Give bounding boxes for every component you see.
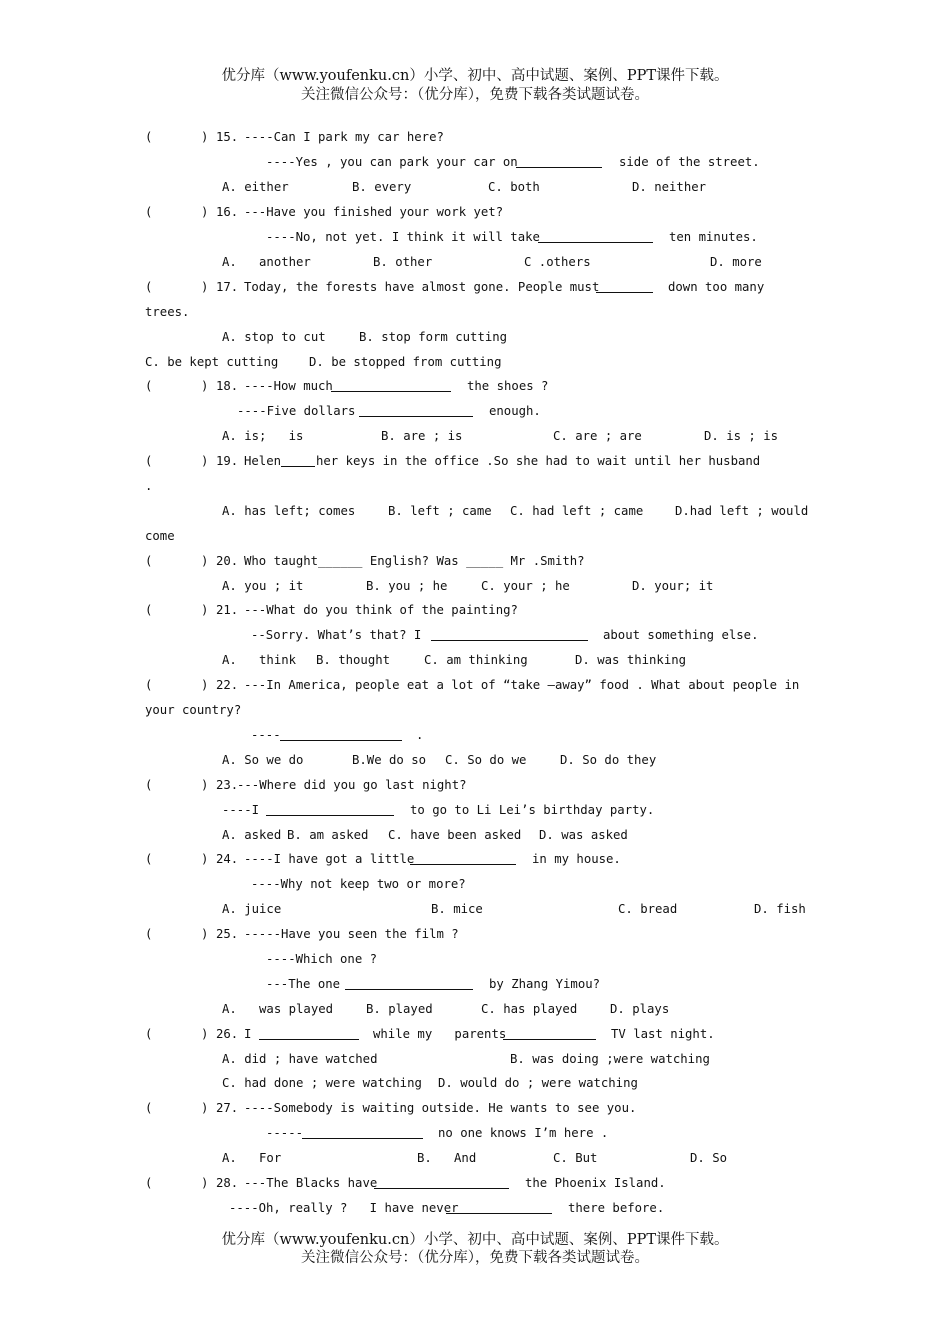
answer-paren-close: ) bbox=[201, 130, 209, 144]
answer-blank bbox=[516, 155, 602, 168]
question-stem-part-1: I bbox=[244, 1027, 252, 1041]
option-c: C .others bbox=[524, 255, 591, 269]
reply-part-2: side of the street. bbox=[619, 155, 760, 169]
option-d: D.had left ; would bbox=[675, 504, 809, 518]
option-c: C. had done ; were watching bbox=[222, 1076, 422, 1090]
reply-part-2: to go to Li Lei’s birthday party. bbox=[410, 803, 655, 817]
question-stem-part-1: ---The Blacks have bbox=[244, 1176, 378, 1190]
reply-part-1: ----Oh, really ? I have never bbox=[229, 1201, 459, 1215]
option-b: B. stop form cutting bbox=[359, 330, 508, 344]
option-a: A. did ; have watched bbox=[222, 1052, 378, 1066]
option-c: C. But bbox=[553, 1151, 598, 1165]
option-a: A. either bbox=[222, 180, 289, 194]
option-b: B. other bbox=[373, 255, 433, 269]
header-line-1: 优分库（www.youfenku.cn）小学、初中、高中试题、案例、PPT课件下载。 bbox=[221, 68, 729, 84]
reply-part-1: ----Yes , you can park your car on bbox=[266, 155, 518, 169]
question-stem-part-3: trees. bbox=[145, 305, 190, 319]
question-stem-part-2: the Phoenix Island. bbox=[525, 1176, 666, 1190]
reply-part-1: ----- bbox=[266, 1126, 304, 1140]
question-stem-part-2: in my house. bbox=[532, 852, 621, 866]
question-stem: ---What do you think of the painting? bbox=[244, 603, 518, 617]
option-d: D. is ; is bbox=[704, 429, 779, 443]
option-b: B. mice bbox=[431, 902, 483, 916]
question-stem-part-1: Today, the forests have almost gone. People must bbox=[244, 280, 600, 294]
option-d: D. plays bbox=[610, 1002, 670, 1016]
answer-paren-close: ) bbox=[201, 678, 209, 692]
answer-paren-open: ( bbox=[145, 678, 153, 692]
answer-blank bbox=[280, 728, 402, 741]
option-d: D. was asked bbox=[539, 828, 628, 842]
answer-paren-close: ) bbox=[201, 927, 209, 941]
question-stem: ---Have you finished your work yet? bbox=[244, 205, 504, 219]
answer-paren-close: ) bbox=[201, 1101, 209, 1115]
question-stem-part-1: Helen bbox=[244, 454, 282, 468]
question-number: 15. bbox=[216, 130, 239, 144]
answer-paren-open: ( bbox=[145, 1101, 153, 1115]
option-d: D. So do they bbox=[560, 753, 657, 767]
reply-2-part-2: by Zhang Yimou? bbox=[489, 977, 601, 991]
answer-blank bbox=[359, 404, 473, 417]
question-stem: ---Where did you go last night? bbox=[237, 778, 467, 792]
answer-paren-open: ( bbox=[145, 927, 153, 941]
question-number: 18. bbox=[216, 379, 239, 393]
question-number: 20. bbox=[216, 554, 239, 568]
answer-blank bbox=[259, 1027, 359, 1040]
option-b: B.We do so bbox=[352, 753, 427, 767]
answer-paren-close: ) bbox=[201, 554, 209, 568]
answer-paren-open: ( bbox=[145, 554, 153, 568]
question-stem-part-2: down too many bbox=[668, 280, 765, 294]
option-d: D. neither bbox=[632, 180, 707, 194]
question-stem-part-3: TV last night. bbox=[611, 1027, 715, 1041]
reply-part-1: ---- bbox=[251, 728, 281, 742]
question-number: 27. bbox=[216, 1101, 239, 1115]
question-stem-part-1: ----How much bbox=[244, 379, 333, 393]
answer-paren-close: ) bbox=[201, 454, 209, 468]
option-a: A. was played bbox=[222, 1002, 334, 1016]
option-b: B. you ; he bbox=[366, 579, 448, 593]
option-c: C. am thinking bbox=[424, 653, 528, 667]
option-b: B. are ; is bbox=[381, 429, 463, 443]
answer-paren-close: ) bbox=[201, 778, 209, 792]
answer-paren-open: ( bbox=[145, 454, 153, 468]
question-stem: Who taught______ English? Was _____ Mr .Smith? bbox=[244, 554, 585, 568]
question-stem-part-2: her keys in the office .So she had to wait until her husband bbox=[316, 454, 761, 468]
reply-part-1: ----No, not yet. I think it will take bbox=[266, 230, 540, 244]
option-d: D. be stopped from cutting bbox=[309, 355, 502, 369]
answer-blank bbox=[266, 803, 394, 816]
question-number: 21. bbox=[216, 603, 239, 617]
answer-blank bbox=[331, 379, 451, 392]
question-stem: -----Have you seen the film ? bbox=[244, 927, 459, 941]
answer-blank bbox=[345, 977, 473, 990]
option-c: C. had left ; came bbox=[510, 504, 644, 518]
question-number: 26. bbox=[216, 1027, 239, 1041]
answer-blank bbox=[281, 454, 315, 467]
option-a: A. has left; comes bbox=[222, 504, 356, 518]
answer-blank bbox=[538, 230, 653, 243]
question-number: 28. bbox=[216, 1176, 239, 1190]
question-stem-part-2: the shoes ? bbox=[467, 379, 549, 393]
option-c: C. have been asked bbox=[388, 828, 522, 842]
header-line-2: 关注微信公众号：（优分库），免费下载各类试题试卷。 bbox=[301, 87, 649, 103]
question-number: 19. bbox=[216, 454, 239, 468]
answer-paren-open: ( bbox=[145, 130, 153, 144]
option-c: C. both bbox=[488, 180, 540, 194]
reply-part-1: ----I bbox=[222, 803, 260, 817]
answer-paren-open: ( bbox=[145, 205, 153, 219]
reply-part-1: --Sorry. What’s that? I bbox=[251, 628, 422, 642]
option-a: A. asked bbox=[222, 828, 282, 842]
question-number: 22. bbox=[216, 678, 239, 692]
question-stem: ----Somebody is waiting outside. He wants to see you. bbox=[244, 1101, 637, 1115]
reply-part-2: there before. bbox=[568, 1201, 665, 1215]
question-number: 25. bbox=[216, 927, 239, 941]
question-stem-part-3: . bbox=[145, 479, 153, 493]
option-a: A. juice bbox=[222, 902, 282, 916]
answer-paren-open: ( bbox=[145, 852, 153, 866]
answer-paren-open: ( bbox=[145, 1176, 153, 1190]
answer-blank bbox=[374, 1176, 509, 1189]
option-d: D. So bbox=[690, 1151, 728, 1165]
option-a: A. So we do bbox=[222, 753, 304, 767]
option-b: B. played bbox=[366, 1002, 433, 1016]
question-stem-part-1: ---In America, people eat a lot of “take –away” food . What about people in bbox=[244, 678, 800, 692]
option-a: A. stop to cut bbox=[222, 330, 326, 344]
answer-paren-close: ) bbox=[201, 1027, 209, 1041]
option-c: C. are ; are bbox=[553, 429, 642, 443]
option-d: D. fish bbox=[754, 902, 806, 916]
footer-line-2: 关注微信公众号：（优分库），免费下载各类试题试卷。 bbox=[301, 1250, 649, 1266]
reply-part-2: ten minutes. bbox=[669, 230, 758, 244]
question-stem-part-2: your country? bbox=[145, 703, 242, 717]
option-a: A. another bbox=[222, 255, 311, 269]
option-d: D. more bbox=[710, 255, 762, 269]
reply-part-2: enough. bbox=[489, 404, 541, 418]
option-b: B. was doing ;were watching bbox=[510, 1052, 710, 1066]
answer-paren-close: ) bbox=[201, 603, 209, 617]
option-b: B. thought bbox=[316, 653, 391, 667]
option-a: A. is; is bbox=[222, 429, 304, 443]
reply-part-2: about something else. bbox=[603, 628, 759, 642]
answer-blank bbox=[503, 1027, 596, 1040]
option-c: C. has played bbox=[481, 1002, 578, 1016]
question-number: 17. bbox=[216, 280, 239, 294]
reply-part-1: ----Five dollars bbox=[237, 404, 356, 418]
question-stem-part-2: while my parents bbox=[373, 1027, 507, 1041]
reply-part-2: no one knows I’m here . bbox=[438, 1126, 609, 1140]
reply-1: ----Which one ? bbox=[266, 952, 378, 966]
question-number: 23. bbox=[216, 778, 239, 792]
answer-blank bbox=[596, 280, 653, 293]
option-a: A. think bbox=[222, 653, 297, 667]
reply-part-2: . bbox=[416, 728, 424, 742]
option-b: B. every bbox=[352, 180, 412, 194]
question-stem: ----Can I park my car here? bbox=[244, 130, 444, 144]
answer-paren-close: ) bbox=[201, 280, 209, 294]
option-c: C. be kept cutting bbox=[145, 355, 279, 369]
answer-paren-close: ) bbox=[201, 205, 209, 219]
answer-blank bbox=[446, 1201, 552, 1214]
option-d-continued: come bbox=[145, 529, 175, 543]
option-d: D. your; it bbox=[632, 579, 714, 593]
answer-paren-close: ) bbox=[201, 379, 209, 393]
answer-paren-open: ( bbox=[145, 778, 153, 792]
option-b: B. am asked bbox=[287, 828, 369, 842]
option-c: C. your ; he bbox=[481, 579, 570, 593]
footer-line-1: 优分库（www.youfenku.cn）小学、初中、高中试题、案例、PPT课件下载。 bbox=[221, 1232, 729, 1248]
option-c: C. bread bbox=[618, 902, 678, 916]
option-b: B. And bbox=[417, 1151, 477, 1165]
option-a: A. For bbox=[222, 1151, 282, 1165]
answer-paren-open: ( bbox=[145, 280, 153, 294]
option-b: B. left ; came bbox=[388, 504, 492, 518]
option-c: C. So do we bbox=[445, 753, 527, 767]
answer-paren-open: ( bbox=[145, 1027, 153, 1041]
answer-blank bbox=[302, 1126, 423, 1139]
reply-2-part-1: ---The one bbox=[266, 977, 341, 991]
answer-paren-open: ( bbox=[145, 379, 153, 393]
question-number: 16. bbox=[216, 205, 239, 219]
question-number: 24. bbox=[216, 852, 239, 866]
answer-blank bbox=[431, 628, 588, 641]
option-d: D. was thinking bbox=[575, 653, 687, 667]
answer-blank bbox=[410, 852, 516, 865]
question-stem-part-1: ----I have got a little bbox=[244, 852, 415, 866]
answer-paren-close: ) bbox=[201, 1176, 209, 1190]
reply: ----Why not keep two or more? bbox=[251, 877, 466, 891]
option-a: A. you ; it bbox=[222, 579, 304, 593]
answer-paren-open: ( bbox=[145, 603, 153, 617]
answer-paren-close: ) bbox=[201, 852, 209, 866]
option-d: D. would do ; were watching bbox=[438, 1076, 638, 1090]
